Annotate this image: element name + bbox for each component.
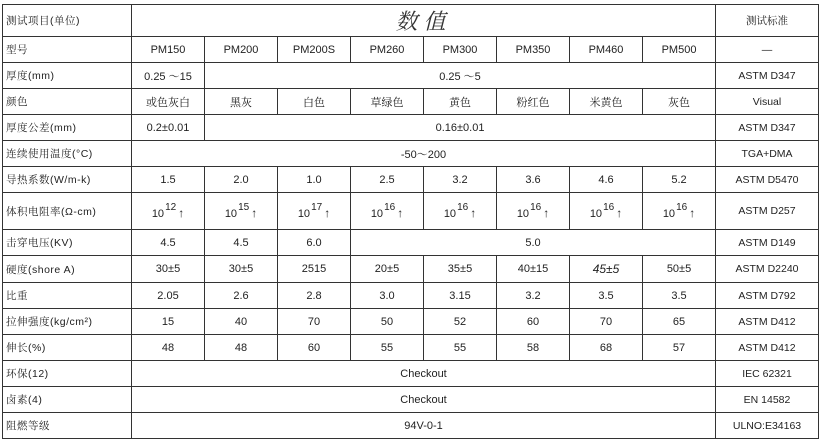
cell-resistivity [351,193,424,230]
cell-standard: ASTM D412 [716,309,819,335]
row-thickness [3,63,819,89]
power-exponent: 16 [603,202,615,213]
cell-resistivity [132,193,205,230]
cell-elongation: 58 [497,335,570,361]
row-label: 伸长(%) [3,335,132,361]
cell-elongation: 55 [424,335,497,361]
cell-conductivity: 2.5 [351,167,424,193]
cell-elongation: 60 [278,335,351,361]
cell-hardness: 35±5 [424,256,497,283]
power-base: 10 [370,208,384,220]
cell-gravity: 3.2 [497,283,570,309]
cell-breakdown: 4.5 [132,230,205,256]
spec-table [2,4,819,439]
cell-conductivity: 5.2 [643,167,716,193]
cell-color: 草绿色 [351,89,424,115]
row-breakdown [3,230,819,256]
row-halogen [3,387,819,413]
cell-temperature: -50～200 [132,141,716,167]
cell-elongation: 57 [643,335,716,361]
cell-standard: ASTM D257 [716,193,819,230]
cell-standard: ASTM D412 [716,335,819,361]
cell-standard: IEC 62321 [716,361,819,387]
cell-tensile: 52 [424,309,497,335]
cell-model: PM460 [570,37,643,63]
power-base: 10 [443,208,457,220]
cell-tensile: 70 [570,309,643,335]
cell-resistivity [570,193,643,230]
cell-color: 粉红色 [497,89,570,115]
power-base: 10 [297,208,311,220]
up-arrow-icon: ↑ [689,206,696,220]
cell-gravity: 3.5 [643,283,716,309]
row-label: 比重 [3,283,132,309]
cell-standard: ASTM D347 [716,63,819,89]
row-label: 环保(12) [3,361,132,387]
cell-tensile: 60 [497,309,570,335]
cell-hardness: 45±5 [570,256,643,283]
cell-color: 灰色 [643,89,716,115]
cell-resistivity [278,193,351,230]
cell-gravity: 3.0 [351,283,424,309]
cell-resistivity [424,193,497,230]
cell-tensile: 40 [205,309,278,335]
cell-standard: EN 14582 [716,387,819,413]
cell-flame: 94V-0-1 [132,413,716,439]
power-base: 10 [589,208,603,220]
cell-conductivity: 3.6 [497,167,570,193]
cell-standard: TGA+DMA [716,141,819,167]
cell-tensile: 65 [643,309,716,335]
cell-standard: ULNO:E34163 [716,413,819,439]
cell-model: PM500 [643,37,716,63]
cell-thickness-others: 0.25 ～5 [205,63,716,89]
cell-breakdown: 4.5 [205,230,278,256]
row-label: 体积电阻率(Ω-cm) [3,193,132,230]
cell-hardness: 2515 [278,256,351,283]
cell-tolerance-others: 0.16±0.01 [205,115,716,141]
cell-elongation: 68 [570,335,643,361]
cell-tolerance-pm150: 0.2±0.01 [132,115,205,141]
cell-color: 白色 [278,89,351,115]
power-exponent: 16 [676,202,688,213]
power-exponent: 12 [165,202,177,213]
row-tensile [3,309,819,335]
up-arrow-icon: ↑ [251,206,258,220]
cell-elongation: 55 [351,335,424,361]
cell-conductivity: 2.0 [205,167,278,193]
cell-color: 黄色 [424,89,497,115]
cell-tensile: 15 [132,309,205,335]
cell-hardness: 20±5 [351,256,424,283]
cell-tensile: 70 [278,309,351,335]
header-row [3,5,819,37]
cell-resistivity [205,193,278,230]
cell-standard: ASTM D149 [716,230,819,256]
row-resistivity [3,193,819,230]
cell-halogen: Checkout [132,387,716,413]
row-conductivity [3,167,819,193]
cell-color: 黑灰 [205,89,278,115]
cell-model: PM260 [351,37,424,63]
row-label: 击穿电压(KV) [3,230,132,256]
cell-conductivity: 1.0 [278,167,351,193]
row-color [3,89,819,115]
row-label: 型号 [3,37,132,63]
cell-model: PM200 [205,37,278,63]
row-flame [3,413,819,439]
cell-standard: ASTM D5470 [716,167,819,193]
cell-model: PM300 [424,37,497,63]
power-exponent: 16 [530,202,542,213]
cell-color: 或色灰白 [132,89,205,115]
item-header: 测试项目(单位) [3,5,132,37]
cell-conductivity: 3.2 [424,167,497,193]
cell-model: PM200S [278,37,351,63]
cell-hardness: 50±5 [643,256,716,283]
cell-breakdown-rest: 5.0 [351,230,716,256]
cell-environment: Checkout [132,361,716,387]
cell-hardness: 40±15 [497,256,570,283]
cell-hardness: 30±5 [132,256,205,283]
row-label: 卤素(4) [3,387,132,413]
cell-conductivity: 4.6 [570,167,643,193]
row-temperature [3,141,819,167]
up-arrow-icon: ↑ [616,206,623,220]
cell-hardness: 30±5 [205,256,278,283]
power-exponent: 16 [457,202,469,213]
row-label: 厚度公差(mm) [3,115,132,141]
value-title: 数值 [132,5,716,37]
cell-elongation: 48 [132,335,205,361]
cell-resistivity [497,193,570,230]
row-environment [3,361,819,387]
power-exponent: 17 [311,202,323,213]
cell-resistivity [643,193,716,230]
row-label: 阻燃等级 [3,413,132,439]
cell-standard: ASTM D2240 [716,256,819,283]
up-arrow-icon: ↑ [397,206,404,220]
row-elongation [3,335,819,361]
row-gravity [3,283,819,309]
cell-standard: ASTM D347 [716,115,819,141]
row-label: 厚度(mm) [3,63,132,89]
row-label: 拉伸强度(kg/cm²) [3,309,132,335]
row-hardness [3,256,819,283]
cell-color: 米黄色 [570,89,643,115]
up-arrow-icon: ↑ [178,206,185,220]
up-arrow-icon: ↑ [543,206,550,220]
row-tolerance [3,115,819,141]
cell-gravity: 2.6 [205,283,278,309]
row-label: 硬度(shore A) [3,256,132,283]
cell-model: PM350 [497,37,570,63]
up-arrow-icon: ↑ [324,206,331,220]
cell-breakdown: 6.0 [278,230,351,256]
cell-elongation: 48 [205,335,278,361]
cell-gravity: 2.8 [278,283,351,309]
up-arrow-icon: ↑ [470,206,477,220]
cell-model: PM150 [132,37,205,63]
cell-conductivity: 1.5 [132,167,205,193]
row-label: 导热系数(W/m-k) [3,167,132,193]
cell-thickness-pm150: 0.25 ～15 [132,63,205,89]
cell-gravity: 3.5 [570,283,643,309]
power-base: 10 [151,208,165,220]
cell-standard: ASTM D792 [716,283,819,309]
cell-standard: Visual [716,89,819,115]
power-base: 10 [516,208,530,220]
power-base: 10 [662,208,676,220]
cell-gravity: 2.05 [132,283,205,309]
cell-standard: — [716,37,819,63]
row-model [3,37,819,63]
standard-header: 测试标准 [716,5,819,37]
power-base: 10 [224,208,238,220]
cell-tensile: 50 [351,309,424,335]
power-exponent: 16 [384,202,396,213]
row-label: 颜色 [3,89,132,115]
cell-gravity: 3.15 [424,283,497,309]
power-exponent: 15 [238,202,250,213]
row-label: 连续使用温度(°C) [3,141,132,167]
